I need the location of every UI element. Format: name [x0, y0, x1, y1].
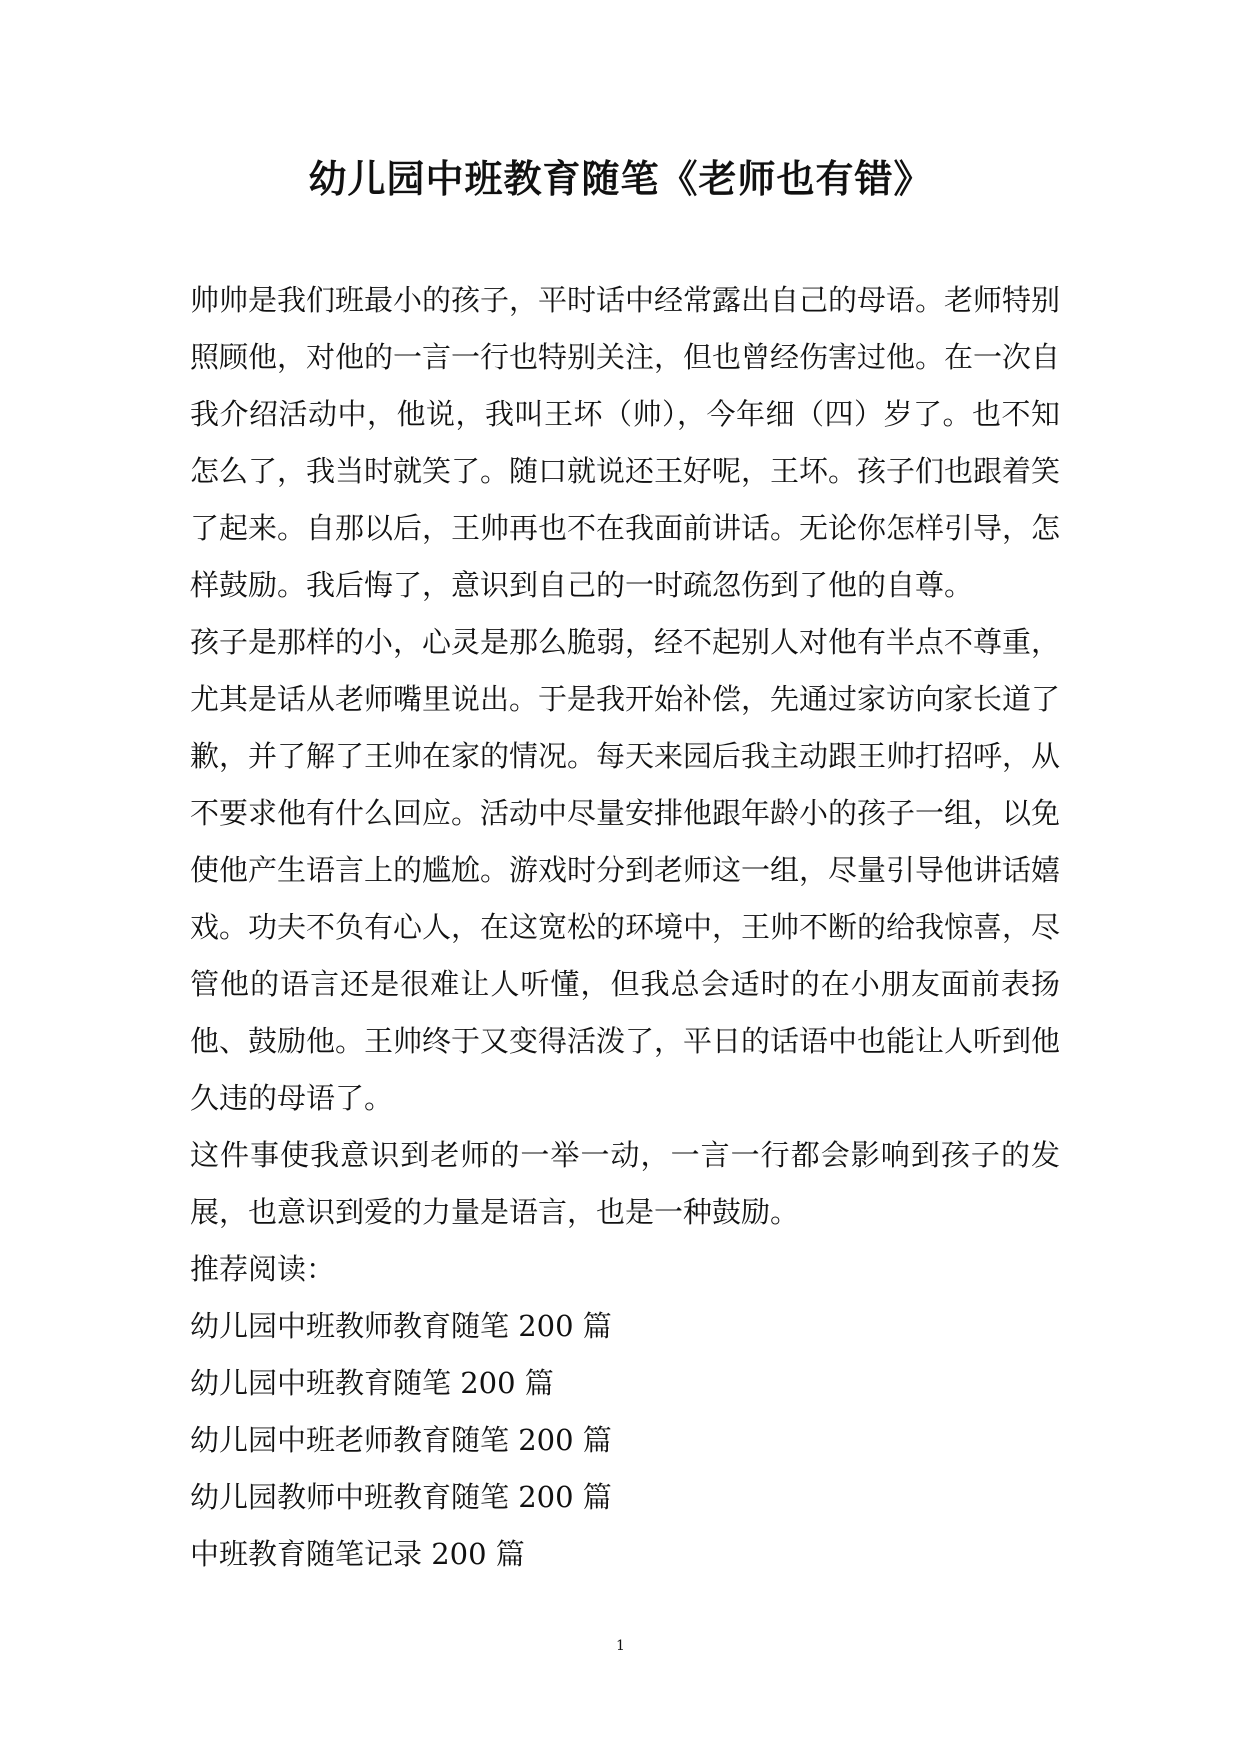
- paragraph-3: 这件事使我意识到老师的一举一动，一言一行都会影响到孩子的发展，也意识到爱的力量是语言，也是一种鼓励。: [190, 1138, 1060, 1229]
- page-number: 1: [616, 1638, 625, 1654]
- paragraph-2: 孩子是那样的小，心灵是那么脆弱，经不起别人对他有半点不尊重，尤其是话从老师嘴里说出。于是我开始补偿，先通过家访向家长道了歉，并了解了王帅在家的情况。每天来园后我主动跟王帅打招呼，从不要求他有什么回应。活动中尽量安排他跟年龄小的孩子一组，以免使他产生语言上的尴尬。游戏时分到老师这一组，尽量引导他讲话嬉戏。功夫不负有心人，在这宽松的环境中，王帅不断的给我惊喜，尽管他的语言还是很难让人听懂，但我总会适时的在小朋友面前表扬他、鼓励他。王帅终于又变得活泼了，平日的话语中也能让人听到他久违的母语了。: [190, 625, 1061, 1115]
- recommended-list: [190, 1298, 1060, 1583]
- recommended-item[interactable]: 幼儿园中班老师教育随笔 200 篇: [190, 1423, 612, 1457]
- recommended-item[interactable]: 幼儿园教师中班教育随笔 200 篇: [190, 1480, 612, 1514]
- recommended-item[interactable]: 中班教育随笔记录 200 篇: [190, 1537, 525, 1571]
- document-body: [190, 272, 1060, 1583]
- recommended-item[interactable]: 幼儿园中班教育随笔 200 篇: [190, 1366, 554, 1400]
- recommended-heading: 推荐阅读：: [190, 1252, 336, 1286]
- recommended-item[interactable]: 幼儿园中班教师教育随笔 200 篇: [190, 1309, 612, 1343]
- paragraph-1: 帅帅是我们班最小的孩子，平时话中经常露出自己的母语。老师特别照顾他，对他的一言一行也特别关注，但也曾经伤害过他。在一次自我介绍活动中，他说，我叫王坏（帅），今年细（四）岁了。也不知怎么了，我当时就笑了。随口就说还王好呢，王坏。孩子们也跟着笑了起来。自那以后，王帅再也不在我面前讲话。无论你怎样引导，怎样鼓励。我后悔了，意识到自己的一时疏忽伤到了他的自尊。: [190, 283, 1061, 602]
- document-title: 幼儿园中班教育随笔《老师也有错》: [308, 156, 933, 201]
